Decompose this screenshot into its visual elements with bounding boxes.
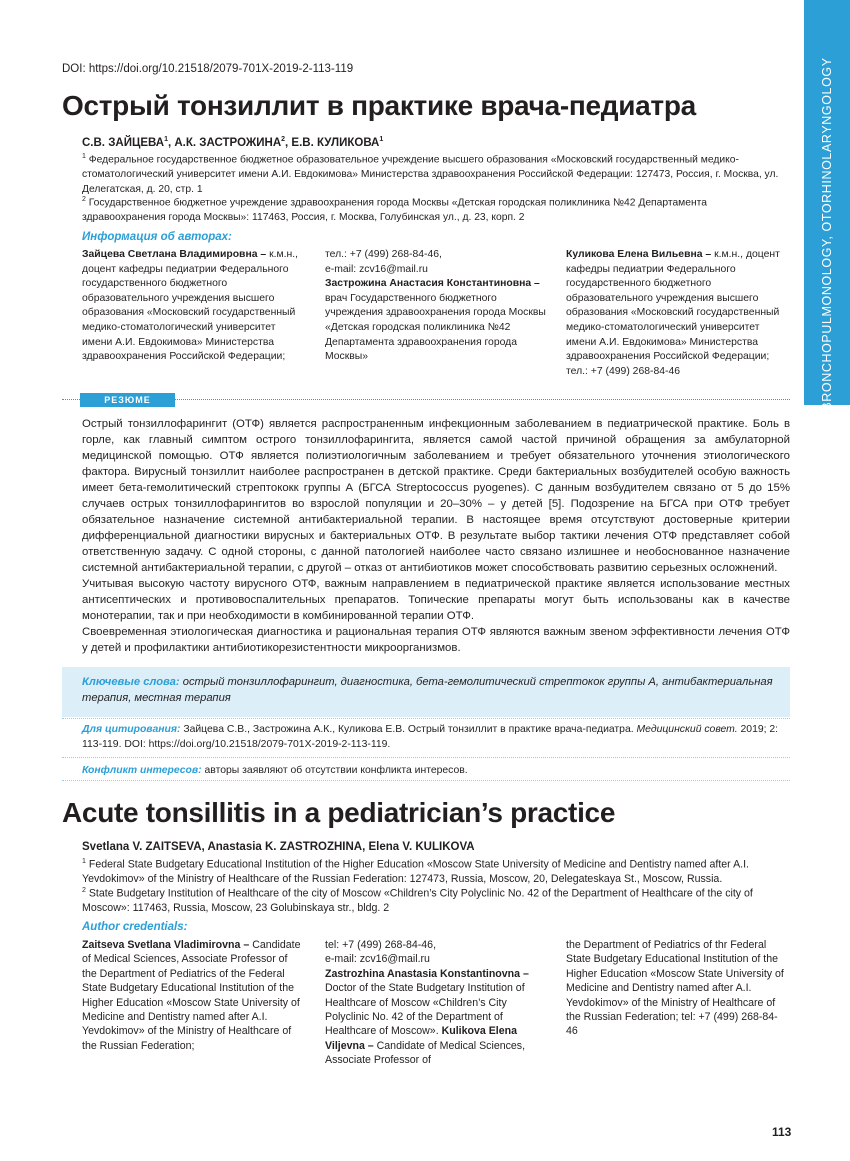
citation-label: Для цитирования: xyxy=(82,724,181,735)
conflict-of-interest xyxy=(82,763,790,778)
author-info-text: врач Государственного бюджетного учреждения здравоохранения города Москвы «Детская городская поликлиника №42 Департамента здравоохранения города Москвы» xyxy=(325,292,546,363)
affiliation-number: 1 xyxy=(82,153,86,160)
section-side-tab-label: BRONCHOPULMONOLOGY, OTORHINOLARYNGOLOGY xyxy=(820,57,834,411)
author-info-name: Kulikova Elena Viljevna – xyxy=(325,1025,517,1052)
affiliation-text: Federal State Budgetary Educational Institution of the Higher Education «Moscow State University of Medicine and Dentistry named after A.I. Yevdokimov» of the Ministry of Healthcare of the Russian Federation: 127473, Russia, Moscow, 20, Delegateskaya St., Moscow, Russia. xyxy=(82,858,749,886)
citation-text: Зайцева С.В., Застрожина А.К., Куликова Е.В. Острый тонзиллит в практике врача-педиатра. xyxy=(183,724,634,735)
author-credentials-column-1 xyxy=(82,938,304,1053)
author-info-text: Doctor of the State Budgetary Institution of Healthcare of Moscow «Children’s City Polyclinic No. 42 of the Department of Healthcare of Moscow». xyxy=(325,982,525,1038)
author-info-text: к.м.н., доцент кафедры педиатрии Федерального государственного бюджетного образовательного учреждения высшего образования «Московский государственный медико-стоматологический университет имени А.И. Евдокимова» Министерства здравоохранения Российской Федерации; тел.: +7 (499) 268-84-46 xyxy=(566,249,780,377)
affiliation-ru-1 xyxy=(82,150,782,197)
affiliation-number: 2 xyxy=(82,887,86,894)
section-side-tab xyxy=(804,0,850,411)
author-sup: 1 xyxy=(379,136,384,143)
divider xyxy=(62,718,790,719)
affiliation-number: 2 xyxy=(82,196,86,203)
keywords-text: острый тонзиллофарингит, диагностика, бета-гемолитический стрептокок группы А, антибактериальная терапия, местная терапия xyxy=(82,676,773,704)
citation xyxy=(82,722,790,752)
author-info-name: Zaitseva Svetlana Vladimirovna – xyxy=(82,939,250,951)
divider xyxy=(62,780,790,781)
author-name: , А.К. ЗАСТРОЖИНА xyxy=(167,136,282,149)
resume-label: РЕЗЮМЕ xyxy=(80,393,175,407)
author-info-column-1 xyxy=(82,248,304,365)
author-info-name: Зайцева Светлана Владимировна – xyxy=(82,249,267,260)
author-info-text: the Department of Pediatrics of thr Federal State Budgetary Educational Institution of the Higher Education «Moscow State University of Medicine and Dentistry named after A.I. Yevdokimov» of the Ministry of Healthcare of the Russian Federation; tel: +7 (499) 268-84-46 xyxy=(566,939,784,1038)
keywords-label: Ключевые слова: xyxy=(82,676,180,688)
author-info-name: Застрожина Анастасия Константиновна – xyxy=(325,278,540,290)
affiliation-en-1 xyxy=(82,855,782,887)
author-info-column-2 xyxy=(325,248,547,365)
author-info-name: Куликова Елена Вильевна – xyxy=(566,249,712,260)
conflict-text: авторы заявляют об отсутствии конфликта интересов. xyxy=(204,765,468,776)
author-info-text: Candidate of Medical Sciences, Associate Professor of xyxy=(325,1039,526,1067)
citation-journal: Медицинский совет. xyxy=(636,724,738,735)
citation-tail: 2019; 2: 113-119. DOI: https://doi.org/10.21518/2079-701X-2019-2-113-119. xyxy=(82,724,779,750)
author-name: С.В. ЗАЙЦЕВА xyxy=(82,136,165,149)
abstract-paragraph: Острый тонзиллофарингит (ОТФ) является распространенным инфекционным заболеванием в педиатрической практике. Боль в горле, как главный симптом острого тонзиллофарингита, является самой частой причиной обращения за амбулаторной медицинской помощью. ОТФ является полиэтиологичным заболеванием и требует обязательного уточнения этиологического фактора. Вирусный тонзиллит наиболее распространен в детской практике. Среди бактериальных возбудителей особую важность имеет бета-гемолитический стрептококк группы А (БГСА Streptococcus pyogenes). С данным возбудителем связано от 5 до 15% случаев острых тонзиллофарингитов во взрослой популяции и 20–30% – у детей [5]. Подозрение на БГСА при ОТФ требует обязательное назначение системной антибактериальной терапии. В настоящее время отсутствуют достоверные критерии дифференциальной диагностики вирусных и бактериальных ОТФ. В результате выбор тактики лечения ОТФ представляет собой ответственную задачу. С одной стороны, с данной патологией наиболее часто связано излишнее и необоснованное назначение системной антибактериальной терапии, с другой – отказ от антибиотиков может способствовать развитию серьезных осложнений. xyxy=(82,418,790,574)
affiliation-ru-2 xyxy=(82,193,782,226)
author-sup: 2 xyxy=(281,136,286,143)
abstract-ru xyxy=(82,416,790,656)
divider xyxy=(62,757,790,758)
conflict-label: Конфликт интересов: xyxy=(82,765,202,776)
author-sup: 1 xyxy=(164,136,168,143)
authors-ru xyxy=(82,136,383,149)
author-credentials-column-3 xyxy=(566,938,788,1039)
affiliation-text: State Budgetary Institution of Healthcare of the city of Moscow «Children’s City Polyclinic No. 42 of the Department of Healthcare of the city of Moscow»: 117463, Russia, Moscow, 23 Golubinskaya str., bldg. 2 xyxy=(82,887,753,915)
affiliation-en-2 xyxy=(82,884,782,916)
abstract-paragraph: Учитывая высокую частоту вирусного ОТФ, важным направлением в педиатрической практике является использование местных антисептических и противовоспалительных препаратов. Топические препараты могут быть использованы как в качестве монотерапии, так и при необходимости в комбинированной терапии ОТФ. xyxy=(82,578,790,622)
author-credentials-heading: Author credentials: xyxy=(82,921,188,933)
author-contact: тел.: +7 (499) 268-84-46, e-mail: zcv16@mail.ru xyxy=(325,249,442,275)
keywords xyxy=(82,674,778,706)
author-contact: tel: +7 (499) 268-84-46, e-mail: zcv16@mail.ru xyxy=(325,939,437,966)
doi-line: DOI: https://doi.org/10.21518/2079-701X-2019-2-113-119 xyxy=(62,63,354,75)
author-credentials-column-2 xyxy=(325,938,547,1068)
authors-en: Svetlana V. ZAITSEVA, Anastasia K. ZASTROZHINA, Elena V. KULIKOVA xyxy=(82,841,475,853)
title-en: Acute tonsillitis in a pediatrician’s practice xyxy=(62,797,616,828)
page-number: 113 xyxy=(772,1125,792,1139)
author-info-text: Candidate of Medical Sciences, Associate Professor of the Department of Pediatrics of the Federal State Budgetary Educational Institution of the Higher Education «Moscow State University of Medicine and Dentistry named after A.I. Yevdokimov» of the Ministry of Healthcare of the Russian Federation; xyxy=(82,939,301,1052)
title-ru: Острый тонзиллит в практике врача-педиатра xyxy=(62,90,696,121)
affiliation-text: Федеральное государственное бюджетное образовательное учреждение высшего образования «Московский государственный медико-стоматологический университет имени А.И. Евдокимова» Министерства здравоохранения Российской Федерации: 127473, Россия, г. Москва, ул. Делегатская, д. 20, стр. 1 xyxy=(82,154,779,195)
author-info-column-3 xyxy=(566,248,788,379)
author-info-text: к.м.н., доцент кафедры педиатрии Федерального государственного бюджетного образовательного учреждения высшего образования «Московский государственный медико-стоматологический университет имени А.И. Евдокимова» Министерства здравоохранения Российской Федерации; xyxy=(82,249,299,363)
affiliation-text: Государственное бюджетное учреждение здравоохранения города Москвы «Детская городская поликлиника №42 Департамента здравоохранения города Москвы»: 117463, Россия, г. Москва, Голубинская ул., д. 23, корп. 2 xyxy=(82,197,708,224)
authors-info-heading: Информация об авторах: xyxy=(82,231,232,243)
author-info-name: Zastrozhina Anastasia Konstantinovna – xyxy=(325,967,529,980)
abstract-paragraph: Своевременная этиологическая диагностика и рациональная терапия ОТФ являются важным звеном эффективности лечения ОТФ у детей и профилактики антибиотикорезистентности микроорганизмов. xyxy=(82,626,790,654)
author-name: , Е.В. КУЛИКОВА xyxy=(285,136,380,149)
affiliation-number: 1 xyxy=(82,858,86,865)
